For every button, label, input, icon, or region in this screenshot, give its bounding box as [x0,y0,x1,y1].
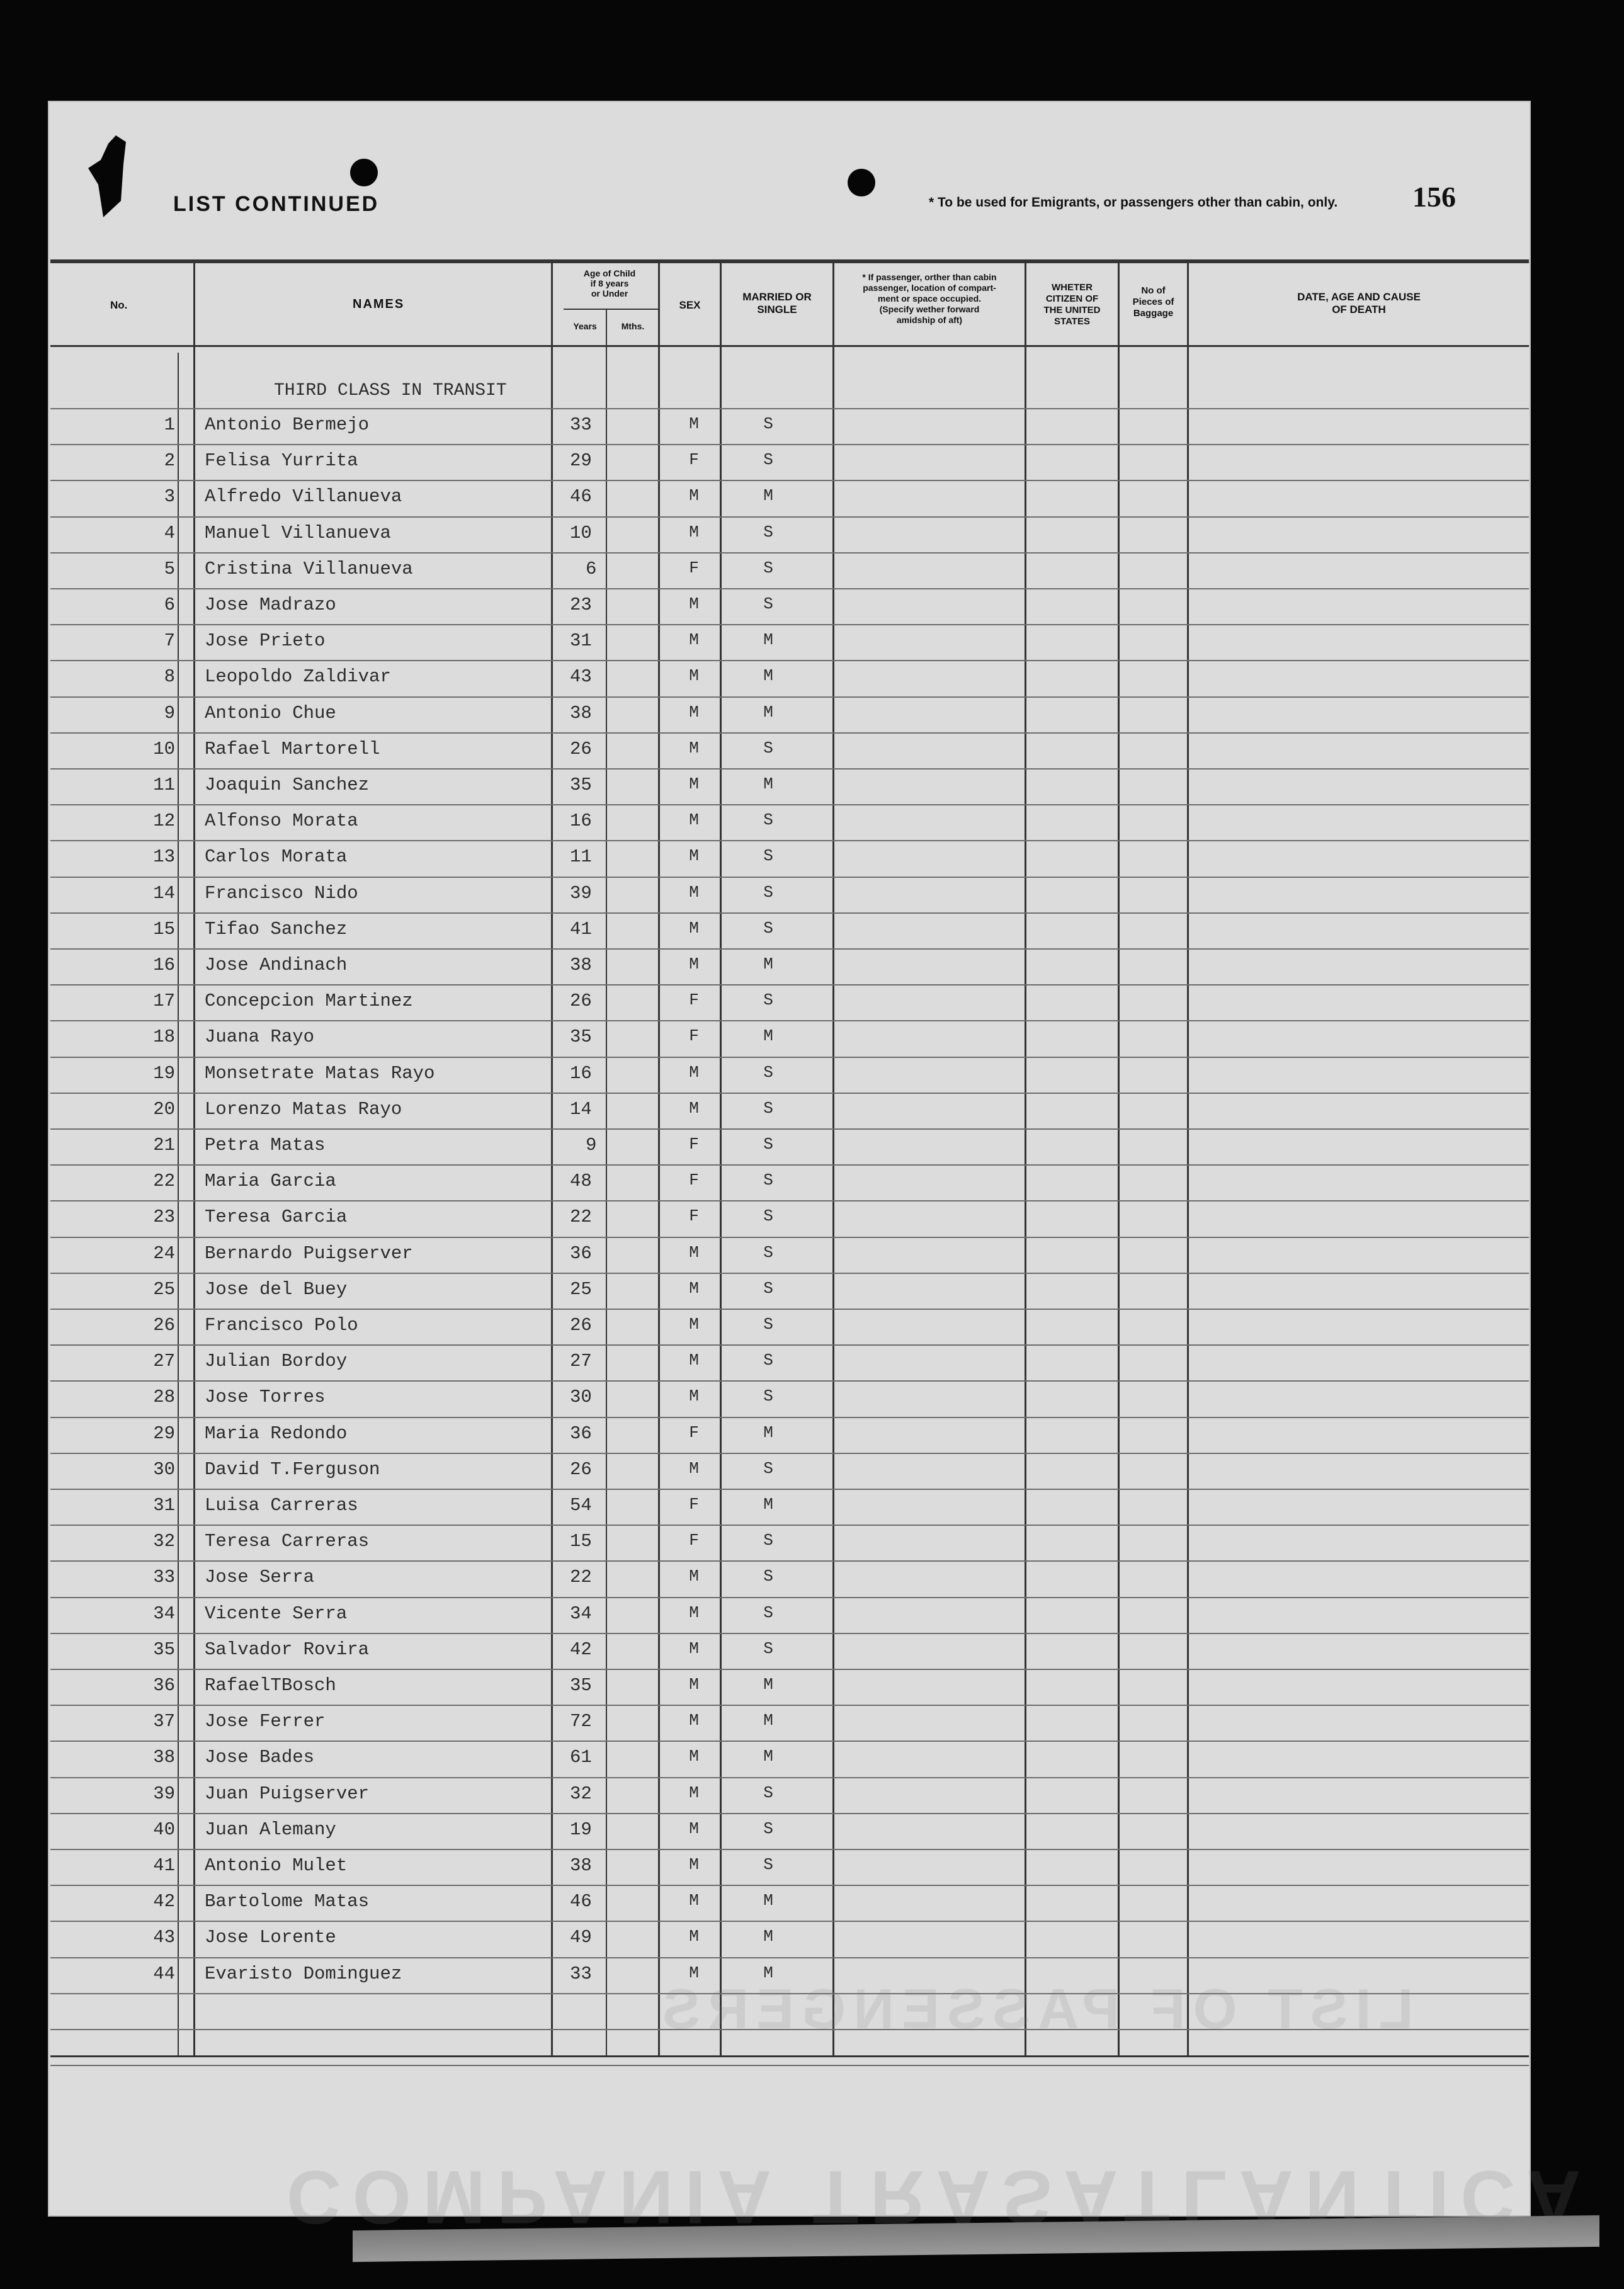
passenger-name: Jose Prieto [205,630,326,652]
passenger-marital-status: S [763,450,773,470]
ruled-line [50,660,1529,661]
passenger-name: RafaelTBosch [205,1675,336,1696]
passenger-marital-status: S [763,882,773,902]
passenger-age: 35 [570,1026,592,1048]
ruled-line [50,804,1529,805]
passenger-name: Alfonso Morata [205,810,358,832]
punch-hole-left [350,159,378,186]
passenger-number: 5 [164,558,175,579]
passenger-number: 26 [153,1315,175,1336]
passenger-name: Monsetrate Matas Rayo [205,1062,435,1084]
passenger-marital-status: S [763,1783,773,1802]
ruled-line [50,912,1529,914]
ruled-line [50,1849,1529,1850]
passenger-age: 26 [570,1458,592,1480]
ruled-line [50,444,1529,445]
passenger-number: 13 [153,846,175,868]
passenger-marital-status: S [763,738,773,758]
header-baggage: No of Pieces of Baggage [1132,285,1174,319]
ruled-line [50,1777,1529,1778]
ruled-line [50,1417,1529,1418]
passenger-sex: M [689,594,699,613]
passenger-number: 15 [153,918,175,940]
passenger-age: 26 [570,991,592,1012]
header-sex: SEX [679,299,701,311]
passenger-sex: F [689,991,699,1010]
ruled-line [50,1741,1529,1742]
passenger-number: 14 [153,882,175,904]
ruled-line [50,1885,1529,1886]
passenger-marital-status: M [763,1675,773,1694]
col-sep-no-inner [178,353,179,2056]
passenger-marital-status: S [763,1603,773,1622]
ruled-line [50,516,1529,518]
ruled-line [50,1489,1529,1490]
header-age: Age of Child if 8 years or Under [583,268,636,298]
passenger-name: Felisa Yurrita [205,450,358,472]
passenger-age: 34 [570,1603,592,1624]
passenger-name: Vicente Serra [205,1603,348,1624]
ruled-line [50,732,1529,734]
ruled-line [50,1597,1529,1598]
passenger-name: Jose Bades [205,1747,315,1768]
col-sep-years [606,309,607,2055]
passenger-number: 33 [153,1567,175,1588]
passenger-number: 11 [153,775,175,795]
passenger-number: 3 [164,486,175,508]
ruled-line [50,588,1529,589]
passenger-marital-status: S [763,1242,773,1262]
ruled-line [50,1380,1529,1382]
header-top-rule [50,259,1529,263]
passenger-age: 39 [570,882,592,904]
passenger-sex: M [689,414,699,433]
passenger-marital-status: S [763,918,773,938]
passenger-sex: M [689,1603,699,1622]
passenger-age: 36 [570,1423,592,1444]
passenger-number: 27 [153,1351,175,1372]
passenger-number: 17 [153,991,175,1012]
passenger-number: 32 [153,1531,175,1552]
header-death: DATE, AGE AND CAUSE OF DEATH [1297,291,1421,315]
passenger-marital-status: S [763,594,773,613]
ruled-line [50,1200,1529,1201]
passenger-sex: M [689,1098,699,1118]
passenger-name: Jose del Buey [205,1278,348,1300]
col-sep-married [832,263,834,2055]
passenger-age: 35 [570,1675,592,1696]
passenger-marital-status: M [763,630,773,650]
header-married: MARRIED OR SINGLE [742,291,812,315]
passenger-number: 42 [153,1891,175,1912]
passenger-sex: F [689,1495,699,1514]
passenger-sex: M [689,1278,699,1298]
passenger-marital-status: S [763,810,773,830]
punch-hole-right [848,169,875,196]
ruled-line [50,1128,1529,1130]
passenger-number: 4 [164,522,175,543]
col-sep-citizen [1118,263,1120,2055]
bleed-through-text: COMPANIA TRASATLANTICA [287,2155,1593,2239]
passenger-age: 46 [570,486,592,508]
passenger-marital-status: S [763,1207,773,1226]
passenger-sex: M [689,1747,699,1766]
header-years: Years [573,321,597,331]
passenger-name: Bernardo Puigserver [205,1242,413,1264]
passenger-age: 26 [570,1315,592,1336]
passenger-name: Petra Matas [205,1135,326,1156]
passenger-sex: M [689,775,699,793]
passenger-age: 19 [570,1819,592,1840]
passenger-age: 10 [570,522,592,543]
passenger-age: 38 [570,955,592,975]
section-label: THIRD CLASS IN TRANSIT [274,381,507,400]
passenger-marital-status: S [763,414,773,433]
passenger-age: 11 [570,846,592,868]
passenger-name: Juana Rayo [205,1026,315,1048]
passenger-number: 23 [153,1207,175,1228]
passenger-age: 14 [570,1098,592,1120]
ruled-line [50,408,1529,409]
passenger-marital-status: S [763,1567,773,1586]
passenger-sex: M [689,1675,699,1694]
passenger-marital-status: M [763,1963,773,1982]
passenger-number: 25 [153,1278,175,1300]
passenger-age: 42 [570,1639,592,1660]
passenger-sex: M [689,738,699,758]
passenger-age: 22 [570,1567,592,1588]
header-no: No. [110,299,128,311]
ruled-line [50,1273,1529,1274]
passenger-number: 19 [153,1062,175,1084]
passenger-number: 30 [153,1458,175,1480]
passenger-name: Francisco Nido [205,882,358,904]
passenger-sex: F [689,1207,699,1226]
ruled-line [50,1057,1529,1058]
passenger-name: Alfredo Villanueva [205,486,402,508]
passenger-number: 1 [164,414,175,435]
passenger-name: Concepcion Martinez [205,991,413,1012]
passenger-number: 6 [164,594,175,615]
passenger-age: 41 [570,918,592,940]
passenger-name: Leopoldo Zaldivar [205,666,391,688]
passenger-marital-status: S [763,1639,773,1658]
emigrant-note: * To be used for Emigrants, or passengers other than cabin, only. [929,195,1338,210]
passenger-age: 43 [570,666,592,688]
passenger-sex: M [689,1639,699,1658]
passenger-sex: F [689,558,699,577]
passenger-number: 43 [153,1927,175,1948]
ruled-line [50,1237,1529,1238]
passenger-marital-status: M [763,1927,773,1946]
col-sep-no [193,263,195,2055]
ruled-line [50,948,1529,950]
passenger-sex: F [689,1423,699,1442]
passenger-sex: M [689,1927,699,1946]
passenger-age: 49 [570,1927,592,1948]
passenger-name: Salvador Rovira [205,1639,370,1660]
ruled-line [50,1525,1529,1526]
ruled-line [50,1957,1529,1958]
col-sep-location [1025,263,1026,2055]
passenger-age: 29 [570,450,592,472]
ruled-line [50,1921,1529,1922]
header-bottom-rule [50,345,1529,347]
header-citizen: WHETER CITIZEN OF THE UNITED STATES [1043,282,1101,327]
passenger-marital-status: M [763,1747,773,1766]
ruled-line [50,552,1529,554]
passenger-name: Antonio Chue [205,702,336,724]
passenger-sex: M [689,630,699,650]
passenger-number: 24 [153,1242,175,1264]
header-names: NAMES [353,297,405,311]
passenger-age: 35 [570,775,592,795]
passenger-name: Cristina Villanueva [205,558,413,579]
passenger-number: 37 [153,1711,175,1732]
passenger-sex: M [689,882,699,902]
passenger-name: Bartolome Matas [205,1891,370,1912]
passenger-marital-status: S [763,846,773,866]
passenger-age: 33 [570,414,592,435]
ruled-line [50,1560,1529,1562]
passenger-sex: M [689,918,699,938]
page-number: 156 [1412,181,1456,213]
passenger-sex: M [689,1819,699,1838]
passenger-number: 36 [153,1675,175,1696]
passenger-age: 38 [570,1855,592,1876]
passenger-marital-status: S [763,1531,773,1550]
passenger-age: 23 [570,594,592,615]
passenger-name: Tifao Sanchez [205,918,348,940]
passenger-number: 20 [153,1098,175,1120]
passenger-marital-status: S [763,1458,773,1478]
passenger-sex: M [689,1783,699,1802]
passenger-age: 36 [570,1242,592,1264]
passenger-age: 31 [570,630,592,652]
passenger-age: 25 [570,1278,592,1300]
passenger-marital-status: M [763,666,773,686]
passenger-number: 18 [153,1026,175,1048]
passenger-name: Carlos Morata [205,846,348,868]
passenger-number: 12 [153,810,175,832]
passenger-marital-status: M [763,955,773,974]
passenger-name: Jose Torres [205,1387,326,1408]
passenger-age: 61 [570,1747,592,1768]
passenger-name: Julian Bordoy [205,1351,348,1372]
passenger-number: 10 [153,738,175,759]
ruled-line [50,1164,1529,1166]
passenger-name: Lorenzo Matas Rayo [205,1098,402,1120]
col-sep-baggage [1187,263,1189,2055]
passenger-age: 33 [570,1963,592,1984]
passenger-age: 16 [570,810,592,832]
passenger-age: 32 [570,1783,592,1804]
passenger-marital-status: M [763,775,773,793]
passenger-sex: M [689,1351,699,1370]
passenger-number: 44 [153,1963,175,1984]
passenger-name: Rafael Martorell [205,738,380,759]
passenger-sex: M [689,486,699,506]
passenger-number: 28 [153,1387,175,1408]
passenger-number: 38 [153,1747,175,1768]
passenger-marital-status: M [763,486,773,506]
table-bottom-rule [50,2055,1529,2057]
col-sep-age [658,263,660,2055]
ruled-line [50,1453,1529,1454]
col-sep-names [551,263,553,2055]
ruled-line [50,1020,1529,1021]
passenger-number: 29 [153,1423,175,1444]
ruled-line [50,877,1529,878]
passenger-marital-status: S [763,558,773,577]
ruled-line [50,2065,1529,2066]
ruled-line [50,1633,1529,1634]
passenger-number: 8 [164,666,175,688]
passenger-number: 21 [153,1135,175,1156]
passenger-name: Jose Ferrer [205,1711,326,1732]
passenger-age: 16 [570,1062,592,1084]
passenger-name: Antonio Bermejo [205,414,370,435]
passenger-sex: M [689,955,699,974]
passenger-marital-status: S [763,1278,773,1298]
passenger-marital-status: M [763,1026,773,1046]
passenger-name: David T.Ferguson [205,1458,380,1480]
ruled-line [50,696,1529,698]
passenger-marital-status: M [763,1423,773,1442]
passenger-name: Joaquin Sanchez [205,775,370,795]
passenger-age: 46 [570,1891,592,1912]
passenger-name: Teresa Garcia [205,1207,348,1228]
passenger-marital-status: S [763,1855,773,1874]
passenger-marital-status: S [763,991,773,1010]
col-sep-sex [720,263,722,2055]
passenger-sex: M [689,522,699,542]
passenger-age: 22 [570,1207,592,1228]
passenger-name: Jose Lorente [205,1927,336,1948]
passenger-sex: M [689,846,699,866]
passenger-age: 30 [570,1387,592,1408]
passenger-sex: F [689,450,699,470]
passenger-name: Jose Madrazo [205,594,336,615]
ruled-line [50,1344,1529,1346]
passenger-marital-status: M [763,1495,773,1514]
passenger-marital-status: S [763,1315,773,1334]
passenger-marital-status: S [763,1819,773,1838]
passenger-number: 22 [153,1171,175,1192]
passenger-number: 35 [153,1639,175,1660]
passenger-sex: F [689,1531,699,1550]
bleed-through-text-2: LIST OF PASSENGERS [655,1978,1414,2041]
passenger-name: Juan Alemany [205,1819,336,1840]
passenger-number: 40 [153,1819,175,1840]
passenger-sex: M [689,1315,699,1334]
passenger-name: Luisa Carreras [205,1495,358,1516]
passenger-sex: F [689,1135,699,1154]
ruled-line [50,1093,1529,1094]
passenger-age: 15 [570,1531,592,1552]
passenger-age: 9 [586,1135,597,1156]
passenger-sex: M [689,1567,699,1586]
passenger-name: Jose Serra [205,1567,315,1588]
passenger-marital-status: S [763,1062,773,1082]
passenger-marital-status: S [763,1171,773,1190]
header-location: * If passenger, orther than cabin passenger, location of compart- ment or space occupied. (Specify wether forward amidship of aft) [862,272,997,325]
passenger-name: Jose Andinach [205,955,348,975]
ruled-line [50,840,1529,841]
passenger-sex: M [689,1711,699,1730]
ruled-line [50,1669,1529,1670]
passenger-sex: F [689,1171,699,1190]
passenger-number: 41 [153,1855,175,1876]
passenger-sex: M [689,1855,699,1874]
passenger-sex: M [689,702,699,722]
passenger-age: 54 [570,1495,592,1516]
passenger-marital-status: S [763,1098,773,1118]
passenger-marital-status: M [763,702,773,722]
ruled-line [50,624,1529,625]
passenger-sex: M [689,1387,699,1406]
passenger-name: Maria Garcia [205,1171,336,1192]
passenger-sex: M [689,1963,699,1982]
ruled-line [50,480,1529,481]
ruled-line [50,1813,1529,1814]
passenger-name: Manuel Villanueva [205,522,391,543]
passenger-number: 31 [153,1495,175,1516]
passenger-marital-status: S [763,1135,773,1154]
passenger-marital-status: S [763,1387,773,1406]
passenger-number: 7 [164,630,175,652]
header-mths: Mths. [621,321,645,331]
passenger-age: 48 [570,1171,592,1192]
passenger-name: Teresa Carreras [205,1531,370,1552]
passenger-name: Antonio Mulet [205,1855,348,1876]
age-subheader-rule [564,309,658,310]
passenger-name: Juan Puigserver [205,1783,370,1804]
passenger-sex: M [689,1891,699,1911]
passenger-age: 72 [570,1711,592,1732]
page-title: LIST CONTINUED [173,192,380,216]
passenger-number: 34 [153,1603,175,1624]
ruled-line [50,1705,1529,1706]
passenger-age: 38 [570,702,592,724]
passenger-age: 26 [570,738,592,759]
passenger-marital-status: S [763,522,773,542]
passenger-name: Maria Redondo [205,1423,348,1444]
passenger-number: 39 [153,1783,175,1804]
passenger-marital-status: S [763,1351,773,1370]
passenger-sex: M [689,1242,699,1262]
passenger-name: Evaristo Dominguez [205,1963,402,1984]
ruled-line [50,1309,1529,1310]
ruled-line [50,984,1529,985]
passenger-sex: F [689,1026,699,1046]
passenger-sex: M [689,810,699,830]
passenger-age: 6 [586,558,597,579]
ruled-line [50,768,1529,770]
passenger-number: 2 [164,450,175,472]
passenger-age: 27 [570,1351,592,1372]
passenger-number: 16 [153,955,175,975]
passenger-sex: M [689,666,699,686]
passenger-sex: M [689,1458,699,1478]
passenger-sex: M [689,1062,699,1082]
passenger-marital-status: M [763,1891,773,1911]
passenger-name: Francisco Polo [205,1315,358,1336]
passenger-marital-status: M [763,1711,773,1730]
passenger-number: 9 [164,702,175,724]
